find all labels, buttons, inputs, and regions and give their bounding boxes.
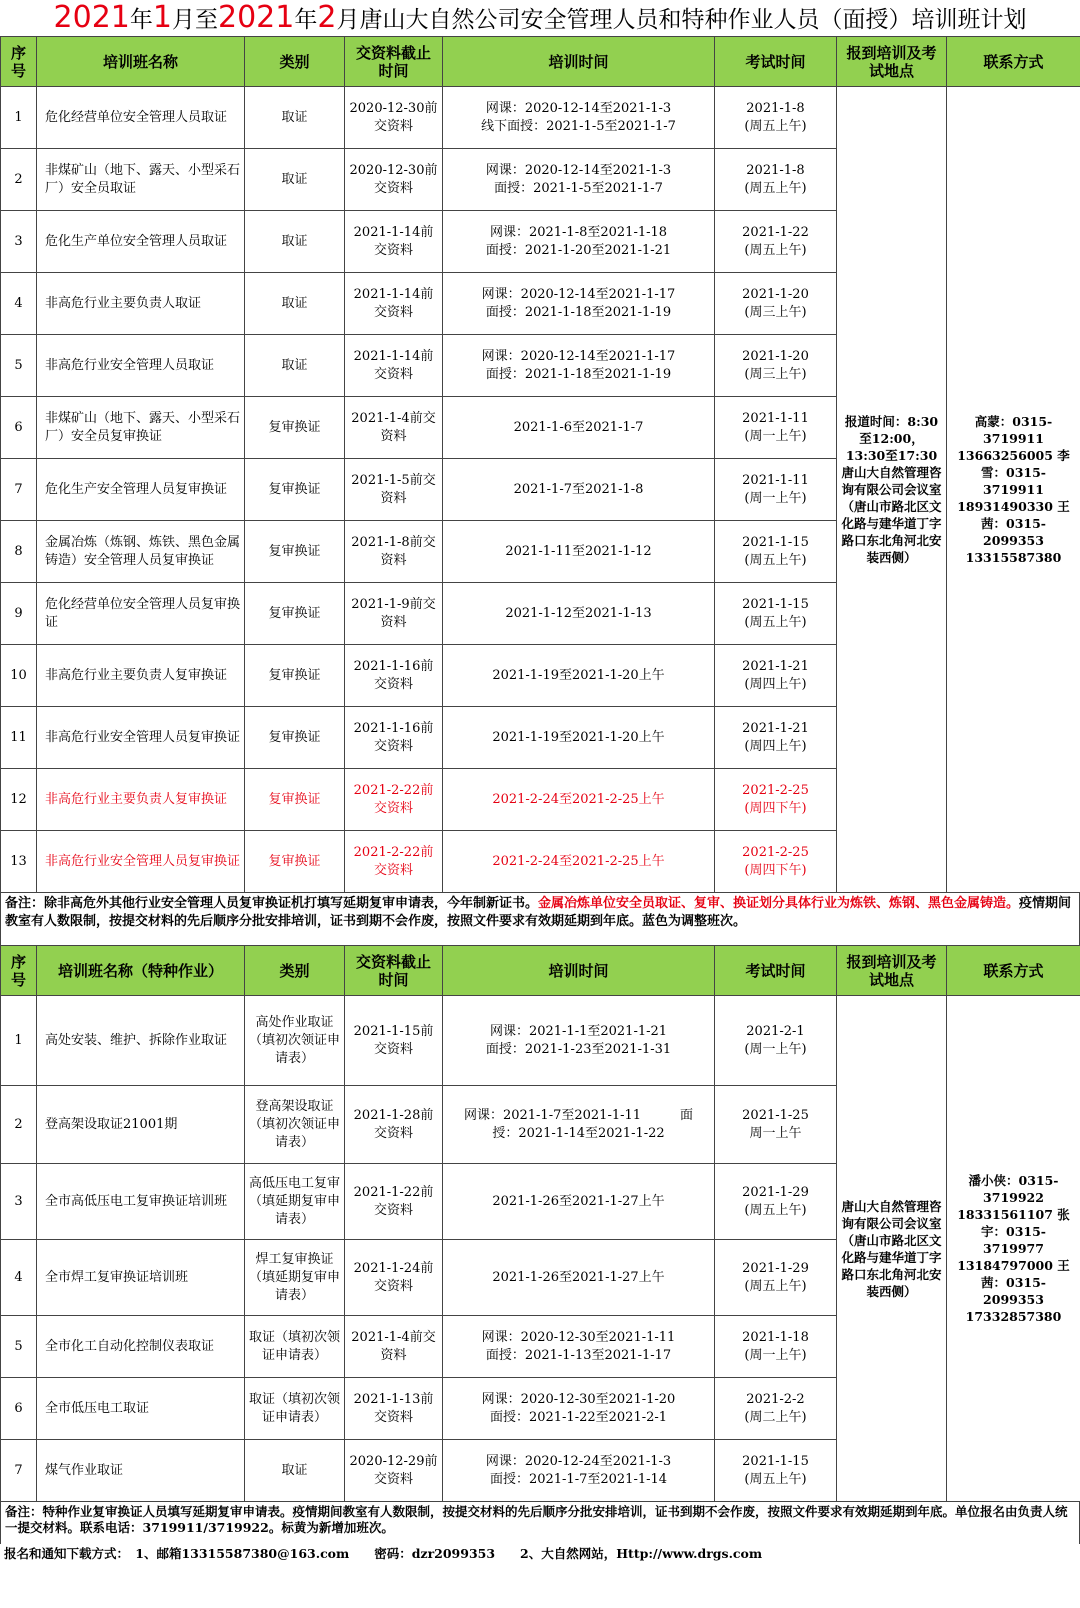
note-1-red-text: 金属冶炼单位安全员取证、复审、换证划分具体行业为炼铁、炼钢、黑色金属铸造。 <box>538 896 1020 911</box>
course-type: 取证 <box>245 87 345 149</box>
training-time <box>443 335 715 397</box>
exam-time-line: 2021-2-2 <box>746 1391 805 1407</box>
exam-time <box>715 211 837 273</box>
submission-deadline: 2021-1-22前交资料 <box>345 1164 443 1240</box>
training-time <box>443 707 715 769</box>
course-type: 复审换证 <box>245 583 345 645</box>
exam-time-line: 2021-1-29 <box>742 1184 809 1200</box>
row-number: 13 <box>1 831 37 893</box>
course-type: 取证（填初次领证申请表） <box>245 1316 345 1378</box>
training-time-line: 2021-1-11至2021-1-12 <box>505 543 652 559</box>
submission-deadline: 2021-1-8前交资料 <box>345 521 443 583</box>
course-name: 非高危行业主要负责人复审换证 <box>37 769 245 831</box>
training-time <box>443 397 715 459</box>
table-row <box>1 996 1080 1086</box>
row-number: 6 <box>1 1378 37 1440</box>
exam-time-line: (周一上午) <box>744 1041 807 1057</box>
table1-header-cell: 交资料截止时间 <box>345 37 443 87</box>
row-number: 6 <box>1 397 37 459</box>
course-name: 非高危行业主要负责人取证 <box>37 273 245 335</box>
training-time <box>443 1378 715 1440</box>
exam-time-line: (周五上午) <box>744 614 807 630</box>
course-name: 登高架设取证21001期 <box>37 1086 245 1164</box>
title-text: 月至 <box>172 7 218 33</box>
training-time-line: 面授：2021-1-18至2021-1-19 <box>485 304 672 320</box>
training-time <box>443 1164 715 1240</box>
training-time-line: 面授：2021-1-18至2021-1-19 <box>485 366 672 382</box>
row-number: 4 <box>1 1240 37 1316</box>
exam-time-line: 2021-1-15 <box>742 1453 809 1469</box>
title-month2: 2 <box>317 0 337 35</box>
exam-time-line: 2021-1-15 <box>742 534 809 550</box>
training-time-line: 面授：2021-1-23至2021-1-31 <box>485 1041 672 1057</box>
course-name: 非煤矿山（地下、露天、小型采石厂）安全员复审换证 <box>37 397 245 459</box>
training-time-line: 2021-1-26至2021-1-27上午 <box>492 1193 665 1209</box>
exam-time <box>715 149 837 211</box>
course-type: 取证 <box>245 273 345 335</box>
exam-time-line: 2021-1-20 <box>742 348 809 364</box>
table2-header-cell: 考试时间 <box>715 946 837 996</box>
exam-time-line: 2021-2-25 <box>742 782 809 798</box>
exam-time-line: 2021-1-29 <box>742 1260 809 1276</box>
course-name: 非煤矿山（地下、露天、小型采石厂）安全员取证 <box>37 149 245 211</box>
row-number: 11 <box>1 707 37 769</box>
course-name: 危化经营单位安全管理人员取证 <box>37 87 245 149</box>
exam-time-line: (周四下午) <box>744 800 807 816</box>
exam-time <box>715 1164 837 1240</box>
training-location: 报道时间：8:30至12:00，13:30至17:30 唐山大自然管理咨询有限公司会议室（唐山市路北区文化路与建华道丁字路口东北角河北安装西侧） <box>837 87 947 893</box>
exam-time-line: 2021-1-8 <box>746 162 805 178</box>
training-time-line: 2021-1-19至2021-1-20上午 <box>492 729 665 745</box>
training-time-line: 网课：2020-12-30至2021-1-11 <box>481 1329 676 1345</box>
submission-deadline: 2021-1-28前交资料 <box>345 1086 443 1164</box>
exam-time-line: (周一上午) <box>744 428 807 444</box>
course-type: 复审换证 <box>245 645 345 707</box>
footer-download-info: 报名和通知下载方式： 1、邮箱13315587380@163.com 密码：dzr2099353 2、大自然网站，Http://www.drgs.com <box>4 1546 763 1561</box>
training-time-line: 网课：2021-1-7至2021-1-11 面 <box>463 1107 694 1123</box>
exam-time-line: 2021-1-18 <box>742 1329 809 1345</box>
table1-header-cell: 类别 <box>245 37 345 87</box>
table1-header-cell: 考试时间 <box>715 37 837 87</box>
course-name: 高处安装、维护、拆除作业取证 <box>37 996 245 1086</box>
training-time-line: 2021-1-26至2021-1-27上午 <box>492 1269 665 1285</box>
course-name: 全市高低压电工复审换证培训班 <box>37 1164 245 1240</box>
table2-header-cell: 联系方式 <box>947 946 1080 996</box>
exam-time <box>715 1440 837 1502</box>
course-type: 高处作业取证（填初次领证申请表） <box>245 996 345 1086</box>
exam-time <box>715 335 837 397</box>
submission-deadline: 2021-1-24前交资料 <box>345 1240 443 1316</box>
table1-header-cell: 培训时间 <box>443 37 715 87</box>
course-type: 取证 <box>245 1440 345 1502</box>
exam-time-line: (周五上午) <box>744 180 807 196</box>
course-type: 取证 <box>245 335 345 397</box>
row-number: 2 <box>1 1086 37 1164</box>
exam-time-line: (周五上午) <box>744 1202 807 1218</box>
row-number: 1 <box>1 996 37 1086</box>
course-name: 危化生产单位安全管理人员取证 <box>37 211 245 273</box>
course-name: 危化生产安全管理人员复审换证 <box>37 459 245 521</box>
table2-header-row <box>1 946 1080 996</box>
submission-deadline: 2021-1-5前交资料 <box>345 459 443 521</box>
submission-deadline: 2021-1-4前交资料 <box>345 1316 443 1378</box>
training-time-line: 面授：2021-1-5至2021-1-7 <box>494 180 663 196</box>
title-text: 月唐山大自然公司安全管理人员和特种作业人员（面授）培训班计划 <box>336 7 1027 33</box>
submission-deadline: 2020-12-29前交资料 <box>345 1440 443 1502</box>
exam-time-line: (周一上午) <box>744 490 807 506</box>
row-number: 7 <box>1 459 37 521</box>
training-time-line: 面授：2021-1-13至2021-1-17 <box>485 1347 672 1363</box>
training-time <box>443 769 715 831</box>
exam-time-line: (周四上午) <box>744 738 807 754</box>
training-time-line: 授：2021-1-14至2021-1-22 <box>492 1125 665 1141</box>
course-type: 复审换证 <box>245 707 345 769</box>
row-number: 4 <box>1 273 37 335</box>
table1-header-row <box>1 37 1080 87</box>
table2-header-cell: 培训时间 <box>443 946 715 996</box>
exam-time-line: 2021-1-20 <box>742 286 809 302</box>
submission-deadline: 2020-12-30前交资料 <box>345 87 443 149</box>
course-type: 登高架设取证（填初次领证申请表） <box>245 1086 345 1164</box>
course-type: 取证 <box>245 211 345 273</box>
training-time-line: 2021-1-7至2021-1-8 <box>513 481 644 497</box>
exam-time-line: (周一上午) <box>744 1347 807 1363</box>
submission-deadline: 2021-1-4前交资料 <box>345 397 443 459</box>
submission-deadline: 2021-1-14前交资料 <box>345 273 443 335</box>
training-time <box>443 211 715 273</box>
exam-time <box>715 273 837 335</box>
training-time <box>443 273 715 335</box>
exam-time-line: 2021-2-1 <box>746 1023 805 1039</box>
management-training-table <box>0 36 1080 893</box>
table2-header-cell: 报到培训及考试地点 <box>837 946 947 996</box>
table-row <box>1 87 1080 149</box>
training-time-line: 网课：2020-12-14至2021-1-17 <box>481 348 676 364</box>
course-name: 非高危行业主要负责人复审换证 <box>37 645 245 707</box>
training-time-line: 线下面授：2021-1-5至2021-1-7 <box>481 118 676 134</box>
course-name: 全市低压电工取证 <box>37 1378 245 1440</box>
course-type: 复审换证 <box>245 769 345 831</box>
row-number: 12 <box>1 769 37 831</box>
training-time-line: 2021-2-24至2021-2-25上午 <box>492 853 665 869</box>
training-location: 唐山大自然管理咨询有限公司会议室（唐山市路北区文化路与建华道丁字路口东北角河北安装西侧） <box>837 996 947 1502</box>
exam-time-line: 2021-1-25 <box>742 1107 809 1123</box>
training-time-line: 2021-1-12至2021-1-13 <box>505 605 652 621</box>
training-time <box>443 1086 715 1164</box>
exam-time <box>715 1240 837 1316</box>
row-number: 10 <box>1 645 37 707</box>
training-time-line: 2021-1-6至2021-1-7 <box>513 419 644 435</box>
title-year1: 2021 <box>53 0 130 35</box>
exam-time-line: (周四上午) <box>744 676 807 692</box>
special-operation-table <box>0 945 1080 1502</box>
exam-time-line: 2021-1-8 <box>746 100 805 116</box>
row-number: 3 <box>1 1164 37 1240</box>
course-name: 非高危行业安全管理人员取证 <box>37 335 245 397</box>
row-number: 3 <box>1 211 37 273</box>
training-time <box>443 1316 715 1378</box>
exam-time <box>715 707 837 769</box>
exam-time-line: (周五上午) <box>744 118 807 134</box>
course-name: 非高危行业安全管理人员复审换证 <box>37 831 245 893</box>
row-number: 5 <box>1 335 37 397</box>
training-time-line: 面授：2021-1-7至2021-1-14 <box>489 1471 668 1487</box>
exam-time-line: 2021-1-11 <box>742 410 809 426</box>
exam-time-line: (周五上午) <box>744 552 807 568</box>
training-time <box>443 831 715 893</box>
table2-header-cell: 序号 <box>1 946 37 996</box>
training-time <box>443 1440 715 1502</box>
exam-time-line: (周三上午) <box>744 304 807 320</box>
training-time-line: 网课：2020-12-14至2021-1-3 <box>485 100 672 116</box>
exam-time <box>715 1316 837 1378</box>
training-time <box>443 521 715 583</box>
title-text: 年 <box>294 7 318 33</box>
submission-deadline: 2020-12-30前交资料 <box>345 149 443 211</box>
table1-header-cell: 培训班名称 <box>37 37 245 87</box>
course-name: 非高危行业安全管理人员复审换证 <box>37 707 245 769</box>
course-type: 高低压电工复审（填延期复审申请表） <box>245 1164 345 1240</box>
note-1-text: 备注：除非高危外其他行业安全管理人员复审换证机打填写延期复审申请表，今年制新证书。 <box>5 896 539 911</box>
course-type: 取证 <box>245 149 345 211</box>
table2-header-cell: 交资料截止时间 <box>345 946 443 996</box>
exam-time <box>715 996 837 1086</box>
submission-deadline: 2021-1-16前交资料 <box>345 645 443 707</box>
training-time-line: 2021-2-24至2021-2-25上午 <box>492 791 665 807</box>
table2-header-cell: 类别 <box>245 946 345 996</box>
submission-deadline: 2021-1-13前交资料 <box>345 1378 443 1440</box>
training-time-line: 面授：2021-1-22至2021-2-1 <box>489 1409 668 1425</box>
exam-time <box>715 831 837 893</box>
table1-header-cell: 联系方式 <box>947 37 1080 87</box>
course-type: 复审换证 <box>245 397 345 459</box>
exam-time <box>715 459 837 521</box>
table2-header-cell: 培训班名称（特种作业） <box>37 946 245 996</box>
exam-time-line: (周三上午) <box>744 366 807 382</box>
submission-deadline: 2021-2-22前交资料 <box>345 769 443 831</box>
exam-time <box>715 87 837 149</box>
submission-deadline: 2021-1-14前交资料 <box>345 211 443 273</box>
note-2: 备注：特种作业复审换证人员填写延期复审申请表。疫情期间教室有人数限制，按提交材料的先后顺序分批安排培训，证书到期不会作废，按照文件要求有效期延期到年底。单位报名由负责人统一提交材料。联系电话：3719911/3719922。标黄为新增加班次。 <box>0 1502 1080 1544</box>
row-number: 7 <box>1 1440 37 1502</box>
row-number: 8 <box>1 521 37 583</box>
table1-header-cell: 报到培训及考试地点 <box>837 37 947 87</box>
training-time <box>443 87 715 149</box>
submission-deadline: 2021-2-22前交资料 <box>345 831 443 893</box>
exam-time-line: 2021-1-11 <box>742 472 809 488</box>
training-time-line: 网课：2020-12-14至2021-1-17 <box>481 286 676 302</box>
contact-info: 潘小侠：0315-3719922 18331561107 张宇：0315-3719977 13184797000 王茜：0315-2099353 17332857380 <box>947 996 1080 1502</box>
training-time-line: 网课：2020-12-30至2021-1-20 <box>481 1391 676 1407</box>
course-name: 全市化工自动化控制仪表取证 <box>37 1316 245 1378</box>
exam-time <box>715 645 837 707</box>
training-time <box>443 645 715 707</box>
course-type: 复审换证 <box>245 521 345 583</box>
exam-time <box>715 583 837 645</box>
training-time-line: 网课：2020-12-14至2021-1-3 <box>485 162 672 178</box>
exam-time-line: 2021-1-22 <box>742 224 809 240</box>
submission-deadline: 2021-1-15前交资料 <box>345 996 443 1086</box>
exam-time <box>715 1378 837 1440</box>
course-name: 金属冶炼（炼钢、炼铁、黑色金属铸造）安全管理人员复审换证 <box>37 521 245 583</box>
submission-deadline: 2021-1-16前交资料 <box>345 707 443 769</box>
exam-time <box>715 769 837 831</box>
exam-time-line: 2021-1-21 <box>742 658 809 674</box>
exam-time-line: (周二上午) <box>744 1409 807 1425</box>
exam-time-line: (周五上午) <box>744 1471 807 1487</box>
course-type: 取证（填初次领证申请表） <box>245 1378 345 1440</box>
exam-time-line: 2021-1-15 <box>742 596 809 612</box>
exam-time-line: (周四下午) <box>744 862 807 878</box>
contact-info: 高蒙：0315-3719911 13663256005 李雪：0315-3719911 18931490330 王茜：0315-2099353 13315587380 <box>947 87 1080 893</box>
training-time <box>443 583 715 645</box>
course-type: 复审换证 <box>245 459 345 521</box>
row-number: 1 <box>1 87 37 149</box>
exam-time-line: 2021-1-21 <box>742 720 809 736</box>
training-time <box>443 1240 715 1316</box>
training-time <box>443 996 715 1086</box>
course-type: 焊工复审换证（填延期复审申请表） <box>245 1240 345 1316</box>
training-time-line: 网课：2021-1-8至2021-1-18 <box>489 224 668 240</box>
exam-time-line: 2021-2-25 <box>742 844 809 860</box>
title-year2: 2021 <box>218 0 295 35</box>
training-time-line: 面授：2021-1-20至2021-1-21 <box>485 242 672 258</box>
exam-time-line: 周一上午 <box>749 1125 802 1141</box>
exam-time <box>715 521 837 583</box>
course-name: 危化经营单位安全管理人员复审换证 <box>37 583 245 645</box>
exam-time-line: (周五上午) <box>744 242 807 258</box>
course-name: 全市焊工复审换证培训班 <box>37 1240 245 1316</box>
exam-time <box>715 397 837 459</box>
note-1 <box>0 893 1080 945</box>
course-name: 煤气作业取证 <box>37 1440 245 1502</box>
table1-header-cell: 序号 <box>1 37 37 87</box>
submission-deadline: 2021-1-9前交资料 <box>345 583 443 645</box>
training-time <box>443 149 715 211</box>
training-time-line: 网课：2021-1-1至2021-1-21 <box>489 1023 668 1039</box>
title-month1: 1 <box>152 0 172 35</box>
page-title <box>0 0 1080 36</box>
exam-time-line: (周五上午) <box>744 1278 807 1294</box>
row-number: 2 <box>1 149 37 211</box>
training-time <box>443 459 715 521</box>
exam-time <box>715 1086 837 1164</box>
course-type: 复审换证 <box>245 831 345 893</box>
training-time-line: 网课：2020-12-24至2021-1-3 <box>485 1453 672 1469</box>
row-number: 9 <box>1 583 37 645</box>
submission-deadline: 2021-1-14前交资料 <box>345 335 443 397</box>
row-number: 5 <box>1 1316 37 1378</box>
title-text: 年 <box>129 7 153 33</box>
note-1-text-end: 疫情期间教室有人数限制，按提交材料的先后顺序分批安排培训，证书到期不会作废，按照文件要求有效期延期到年底。蓝色为调整班次。 <box>5 896 1072 929</box>
training-time-line: 2021-1-19至2021-1-20上午 <box>492 667 665 683</box>
